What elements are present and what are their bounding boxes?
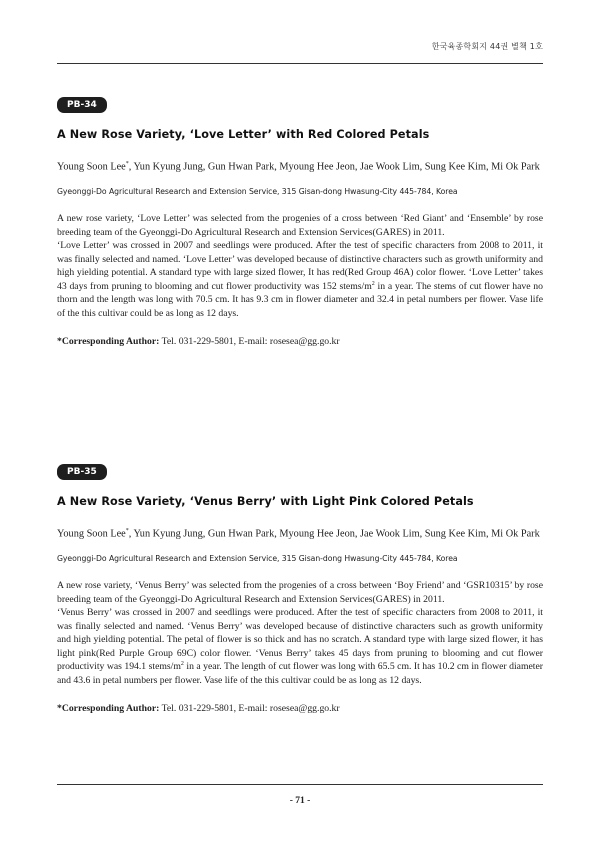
abstract-body — [57, 579, 543, 687]
abstract-id-badge: PB-35 — [57, 464, 107, 480]
page-number: - 71 - — [289, 796, 311, 806]
affiliation: Gyeonggi-Do Agricultural Research and Extension Service, 315 Gisan-dong Hwasung-City 445-784, Korea — [57, 554, 458, 564]
abstract-id-badge: PB-34 — [57, 97, 107, 113]
abstract-paragraph — [57, 239, 543, 320]
lead-author: Young Soon Lee — [57, 528, 126, 540]
journal-header: 한국육종학회지 44권 별책 1호 — [431, 42, 543, 51]
abstract-body — [57, 212, 543, 320]
corresponding-contact: Tel. 031-229-5801, E-mail: rosesea@gg.go.kr — [159, 336, 340, 348]
co-authors: , Yun Kyung Jung, Gun Hwan Park, Myoung Hee Jeon, Jae Wook Lim, Sung Kee Kim, Mi Ok Park — [128, 528, 540, 540]
affiliation: Gyeonggi-Do Agricultural Research and Extension Service, 315 Gisan-dong Hwasung-City 445-784, Korea — [57, 187, 458, 197]
abstract-paragraph: A new rose variety, ‘Love Letter’ was selected from the progenies of a cross between ‘Red Giant’ and ‘Ensemble’ by rose breeding team of the Gyeonggi-Do Agricultural Research and Extension Services(GARES) in 2011. — [57, 213, 543, 238]
corresponding-mark: * — [125, 161, 129, 167]
lead-author: Young Soon Lee — [57, 161, 126, 173]
abstract-text: ‘Love Letter’ was crossed in 2007 and seedlings were produced. After the test of specific characters from 2008 to 2011, it was finally selected and named. ‘Love Letter’ was developed because of distinctive characters such as growth uniformity and high yielding potential. A standard type with large sized flower, It has red(Red Group 46A) color flower. ‘Love Letter’ takes 43 days from pruning to blooming and cut flower productivity was 152 stems/m — [57, 240, 543, 292]
abstract-text: in a year. The stems of cut flower have no thorn and the length was long with 70.5 cm. It has 9.3 cm in flower diameter and 32.4 in petal numbers per flower. Vase life of the this cultivar could be as long as 12 days. — [57, 280, 543, 319]
abstract-paragraph — [57, 606, 543, 687]
corresponding-author — [57, 336, 543, 347]
footer-divider — [57, 784, 543, 785]
header-divider — [57, 63, 543, 64]
abstract-entry-pb34 — [57, 94, 543, 347]
author-list — [57, 524, 543, 541]
abstract-title: A New Rose Variety, ‘Love Letter’ with Red Colored Petals — [57, 128, 430, 141]
co-authors: , Yun Kyung Jung, Gun Hwan Park, Myoung Hee Jeon, Jae Wook Lim, Sung Kee Kim, Mi Ok Park — [128, 161, 540, 173]
abstract-text: in a year. The length of cut flower was long with 65.5 cm. It has 10.2 cm in flower diameter and 43.6 in petal numbers per flower. Vase life of the this cultivar could be as long as 12 days. — [57, 661, 543, 686]
corresponding-label: *Corresponding Author: — [57, 703, 160, 715]
author-list — [57, 157, 543, 174]
abstract-entry-pb35 — [57, 461, 543, 714]
corresponding-contact: Tel. 031-229-5801, E-mail: rosesea@gg.go.kr — [159, 703, 340, 715]
abstract-paragraph: A new rose variety, ‘Venus Berry’ was selected from the progenies of a cross between ‘Boy Friend’ and ‘GSR10315’ by rose breeding team of the Gyeonggi-Do Agricultural Research and Extension Services(GARES) in 2011. — [57, 580, 543, 605]
abstract-text: ‘Venus Berry’ was crossed in 2007 and seedlings were produced. After the test of specific characters from 2008 to 2011, it was finally selected and named. ‘Venus Berry’ was developed because of distinctive characters such as growth uniformity and high yielding potential. The petal of flower is so thick and has no scratch. A standard type with large sized flower, it has light pink(Red Purple Group 69C) color flower. ‘Venus Berry’ takes 45 days from pruning to blooming and cut flower productivity was 194.1 stems/m — [57, 607, 543, 673]
abstract-title: A New Rose Variety, ‘Venus Berry’ with Light Pink Colored Petals — [57, 495, 474, 508]
corresponding-mark: * — [125, 528, 129, 534]
corresponding-author — [57, 703, 543, 714]
corresponding-label: *Corresponding Author: — [57, 336, 160, 348]
unit-superscript: 2 — [371, 280, 375, 287]
unit-superscript: 2 — [180, 661, 184, 668]
